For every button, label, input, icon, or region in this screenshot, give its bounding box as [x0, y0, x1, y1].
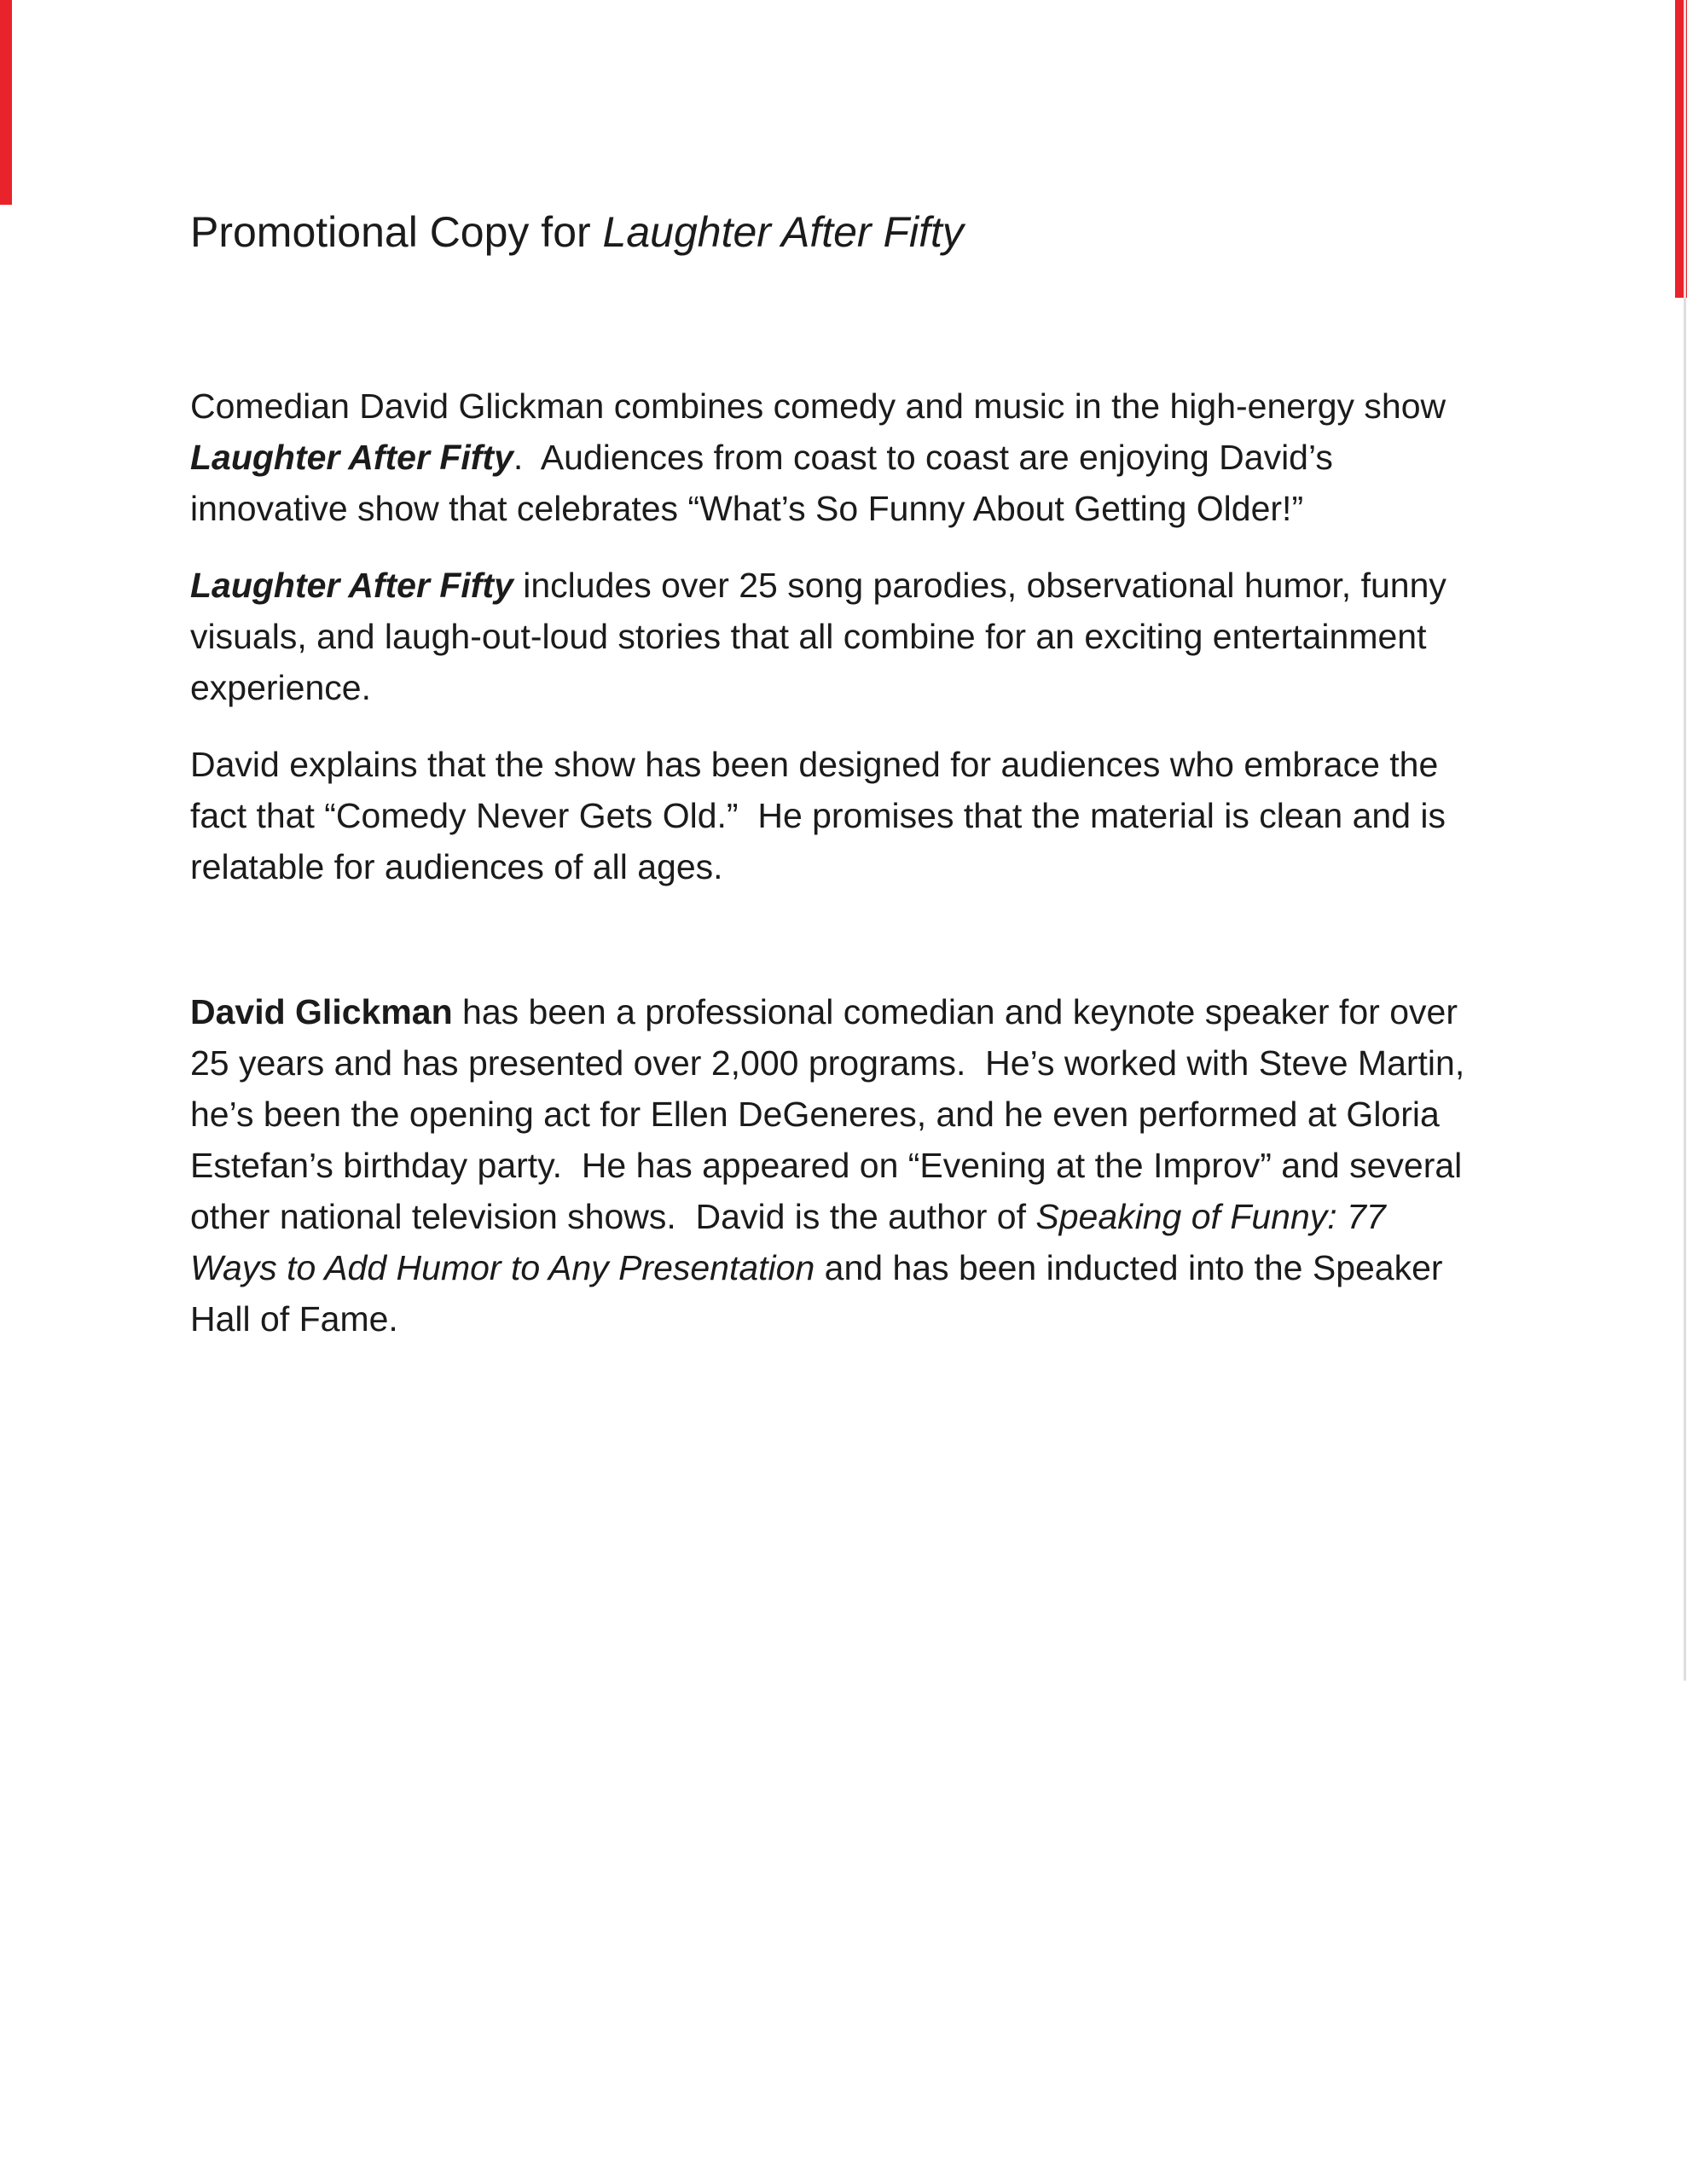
text-run: David Glickman	[190, 992, 453, 1031]
text-run: Comedian David Glickman combines comedy and music in the high-energy show	[190, 386, 1446, 426]
text-run: Laughter After Fifty	[190, 438, 513, 477]
text-line	[190, 1293, 1481, 1345]
text-run: Laughter After Fifty	[190, 566, 513, 605]
text-run: innovative show that celebrates “What’s So Funny About Getting Older!”	[190, 489, 1304, 528]
text-line	[190, 483, 1481, 534]
text-line	[190, 662, 1481, 713]
document-content	[190, 205, 1481, 1370]
text-line	[190, 1242, 1481, 1293]
text-line	[190, 841, 1481, 892]
text-line	[190, 790, 1481, 841]
text-run: visuals, and laugh-out-loud stories that all combine for an exciting entertainment	[190, 617, 1427, 656]
paragraph	[190, 986, 1481, 1345]
text-run: relatable for audiences of all ages.	[190, 847, 723, 886]
paragraph	[190, 560, 1481, 713]
paragraph	[190, 380, 1481, 534]
title-italic-text: Laughter After Fifty	[602, 208, 964, 256]
text-run: fact that “Comedy Never Gets Old.” He promises that the material is clean and is	[190, 796, 1446, 835]
text-run: he’s been the opening act for Ellen DeGeneres, and he even performed at Gloria	[190, 1095, 1440, 1134]
text-line	[190, 986, 1481, 1037]
text-run: and has been inducted into the Speaker	[815, 1248, 1443, 1287]
text-line	[190, 432, 1481, 483]
document-title	[190, 205, 1481, 259]
text-line	[190, 1140, 1481, 1191]
document-body	[190, 380, 1481, 1345]
text-run: other national television shows. David is the author of	[190, 1197, 1036, 1236]
text-line	[190, 1191, 1481, 1242]
text-run: has been a professional comedian and keynote speaker for over	[452, 992, 1458, 1031]
text-line	[190, 739, 1481, 790]
title-text: Promotional Copy for	[190, 208, 603, 256]
text-run: Estefan’s birthday party. He has appeared on “Evening at the Improv” and several	[190, 1146, 1463, 1185]
text-run: Ways to Add Humor to Any Presentation	[190, 1248, 815, 1287]
paragraph	[190, 739, 1481, 892]
text-line	[190, 1037, 1481, 1089]
text-line	[190, 380, 1481, 432]
text-run: . Audiences from coast to coast are enjoying David’s	[513, 438, 1333, 477]
blank-paragraph	[190, 918, 1481, 961]
text-run: 25 years and has presented over 2,000 programs. He’s worked with Steve Martin,	[190, 1043, 1465, 1083]
scrollbar-thumb[interactable]	[1684, 0, 1686, 1681]
left-edge-red-marker	[0, 0, 12, 205]
text-line	[190, 560, 1481, 611]
text-run: Hall of Fame.	[190, 1299, 398, 1339]
text-line	[190, 611, 1481, 662]
text-run: David explains that the show has been designed for audiences who embrace the	[190, 745, 1439, 784]
text-run: includes over 25 song parodies, observational humor, funny	[513, 566, 1446, 605]
text-line	[190, 1089, 1481, 1140]
text-run: Speaking of Funny: 77	[1035, 1197, 1386, 1236]
text-run: experience.	[190, 668, 371, 707]
